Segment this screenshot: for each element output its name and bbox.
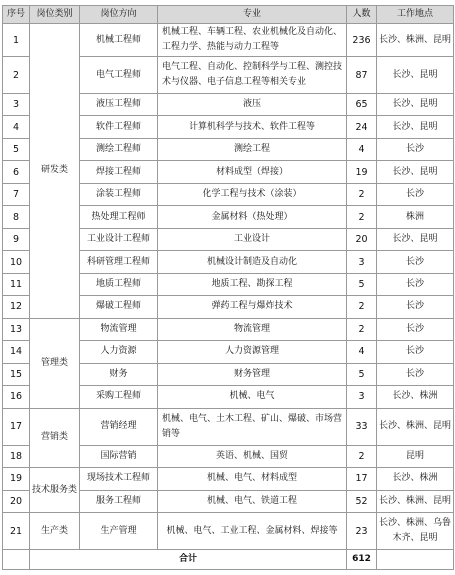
row-direction: 工业设计工程师 (80, 228, 158, 250)
row-location: 长沙 (377, 318, 454, 340)
table-row (3, 468, 454, 490)
row-count: 4 (347, 138, 377, 160)
header-row (3, 6, 454, 24)
row-no: 17 (3, 408, 30, 445)
row-count: 65 (347, 94, 377, 116)
category-cell: 研发类 (30, 24, 80, 319)
total-count: 612 (347, 550, 377, 570)
row-count: 19 (347, 161, 377, 183)
row-direction: 软件工程师 (80, 116, 158, 138)
table-row (3, 318, 454, 340)
row-no: 18 (3, 445, 30, 467)
row-count: 23 (347, 513, 377, 550)
row-major: 测绘工程 (158, 138, 347, 160)
row-major: 机械、电气 (158, 386, 347, 408)
header-direction: 岗位方向 (80, 6, 158, 24)
row-location: 长沙、株洲 (377, 386, 454, 408)
row-location: 长沙、株洲、昆明 (377, 490, 454, 513)
row-no: 21 (3, 513, 30, 550)
category-cell: 管理类 (30, 318, 80, 408)
row-major: 机械、电气、材料成型 (158, 468, 347, 490)
row-direction: 科研管理工程师 (80, 251, 158, 273)
row-direction: 财务 (80, 363, 158, 385)
row-major: 金属材料（热处理） (158, 206, 347, 228)
row-major: 机械、电气、铁道工程 (158, 490, 347, 513)
row-count: 236 (347, 24, 377, 57)
row-direction: 营销经理 (80, 408, 158, 445)
header-location: 工作地点 (377, 6, 454, 24)
table-row (3, 513, 454, 550)
row-no: 6 (3, 161, 30, 183)
header-major: 专业 (158, 6, 347, 24)
row-location: 长沙 (377, 341, 454, 363)
table-row (3, 24, 454, 57)
row-major: 物流管理 (158, 318, 347, 340)
recruitment-table (2, 5, 454, 570)
row-location: 长沙 (377, 251, 454, 273)
row-major: 地质工程、勘探工程 (158, 273, 347, 295)
row-no: 7 (3, 183, 30, 205)
row-location: 株洲 (377, 206, 454, 228)
row-count: 17 (347, 468, 377, 490)
row-direction: 国际营销 (80, 445, 158, 467)
row-no: 1 (3, 24, 30, 57)
row-direction: 物流管理 (80, 318, 158, 340)
row-location: 长沙 (377, 273, 454, 295)
row-count: 2 (347, 183, 377, 205)
header-no: 序号 (3, 6, 30, 24)
row-location: 长沙 (377, 363, 454, 385)
row-direction: 爆破工程师 (80, 296, 158, 318)
row-count: 2 (347, 296, 377, 318)
row-major: 财务管理 (158, 363, 347, 385)
row-location: 长沙 (377, 296, 454, 318)
row-no: 14 (3, 341, 30, 363)
row-count: 4 (347, 341, 377, 363)
row-count: 52 (347, 490, 377, 513)
row-location: 长沙、株洲、昆明 (377, 24, 454, 57)
row-major: 人力资源管理 (158, 341, 347, 363)
row-major: 机械工程、车辆工程、农业机械化及自动化、工程力学、热能与动力工程等 (158, 24, 347, 57)
total-label: 合计 (30, 550, 347, 570)
category-cell: 技术服务类 (30, 468, 80, 513)
row-no: 12 (3, 296, 30, 318)
row-no: 11 (3, 273, 30, 295)
row-count: 33 (347, 408, 377, 445)
row-no: 2 (3, 57, 30, 94)
row-direction: 机械工程师 (80, 24, 158, 57)
header-count: 人数 (347, 6, 377, 24)
table-row (3, 408, 454, 445)
row-direction: 液压工程师 (80, 94, 158, 116)
row-count: 2 (347, 445, 377, 467)
row-no: 3 (3, 94, 30, 116)
row-major: 化学工程与技术（涂装） (158, 183, 347, 205)
row-major: 材料成型（焊接） (158, 161, 347, 183)
row-major: 机械、电气、工业工程、金属材料、焊接等 (158, 513, 347, 550)
row-direction: 热处理工程师 (80, 206, 158, 228)
row-major: 计算机科学与技术、软件工程等 (158, 116, 347, 138)
row-direction: 焊接工程师 (80, 161, 158, 183)
row-direction: 现场技术工程师 (80, 468, 158, 490)
row-direction: 人力资源 (80, 341, 158, 363)
row-count: 3 (347, 386, 377, 408)
row-direction: 电气工程师 (80, 57, 158, 94)
row-major: 弹药工程与爆炸技术 (158, 296, 347, 318)
total-empty-cell (377, 550, 454, 570)
category-cell: 营销类 (30, 408, 80, 467)
total-row (3, 550, 454, 570)
row-no: 13 (3, 318, 30, 340)
row-no: 10 (3, 251, 30, 273)
row-no: 15 (3, 363, 30, 385)
row-count: 2 (347, 206, 377, 228)
row-no: 9 (3, 228, 30, 250)
row-no: 19 (3, 468, 30, 490)
row-location: 长沙、株洲 (377, 468, 454, 490)
row-location: 长沙、昆明 (377, 228, 454, 250)
row-location: 长沙、昆明 (377, 161, 454, 183)
row-location: 长沙 (377, 138, 454, 160)
row-location: 长沙、昆明 (377, 57, 454, 94)
row-count: 5 (347, 363, 377, 385)
row-no: 16 (3, 386, 30, 408)
row-direction: 地质工程师 (80, 273, 158, 295)
row-direction: 采购工程师 (80, 386, 158, 408)
row-no: 5 (3, 138, 30, 160)
row-count: 3 (347, 251, 377, 273)
row-count: 2 (347, 318, 377, 340)
row-location: 长沙、昆明 (377, 94, 454, 116)
row-major: 英语、机械、国贸 (158, 445, 347, 467)
row-major: 机械、电气、土木工程、矿山、爆破、市场营销等 (158, 408, 347, 445)
row-location: 长沙 (377, 183, 454, 205)
row-no: 4 (3, 116, 30, 138)
row-direction: 涂装工程师 (80, 183, 158, 205)
row-count: 5 (347, 273, 377, 295)
row-location: 昆明 (377, 445, 454, 467)
category-cell: 生产类 (30, 513, 80, 550)
total-empty-cell (3, 550, 30, 570)
row-direction: 测绘工程师 (80, 138, 158, 160)
row-major: 电气工程、自动化、控制科学与工程、测控技术与仪器、电子信息工程等相关专业 (158, 57, 347, 94)
row-count: 20 (347, 228, 377, 250)
row-major: 工业设计 (158, 228, 347, 250)
row-major: 液压 (158, 94, 347, 116)
row-no: 20 (3, 490, 30, 513)
row-count: 24 (347, 116, 377, 138)
row-location: 长沙、昆明 (377, 116, 454, 138)
row-no: 8 (3, 206, 30, 228)
row-direction: 服务工程师 (80, 490, 158, 513)
row-location: 长沙、株洲、昆明 (377, 408, 454, 445)
row-major: 机械设计制造及自动化 (158, 251, 347, 273)
header-category: 岗位类别 (30, 6, 80, 24)
row-direction: 生产管理 (80, 513, 158, 550)
row-count: 87 (347, 57, 377, 94)
row-location: 长沙、株洲、乌鲁木齐、昆明 (377, 513, 454, 550)
